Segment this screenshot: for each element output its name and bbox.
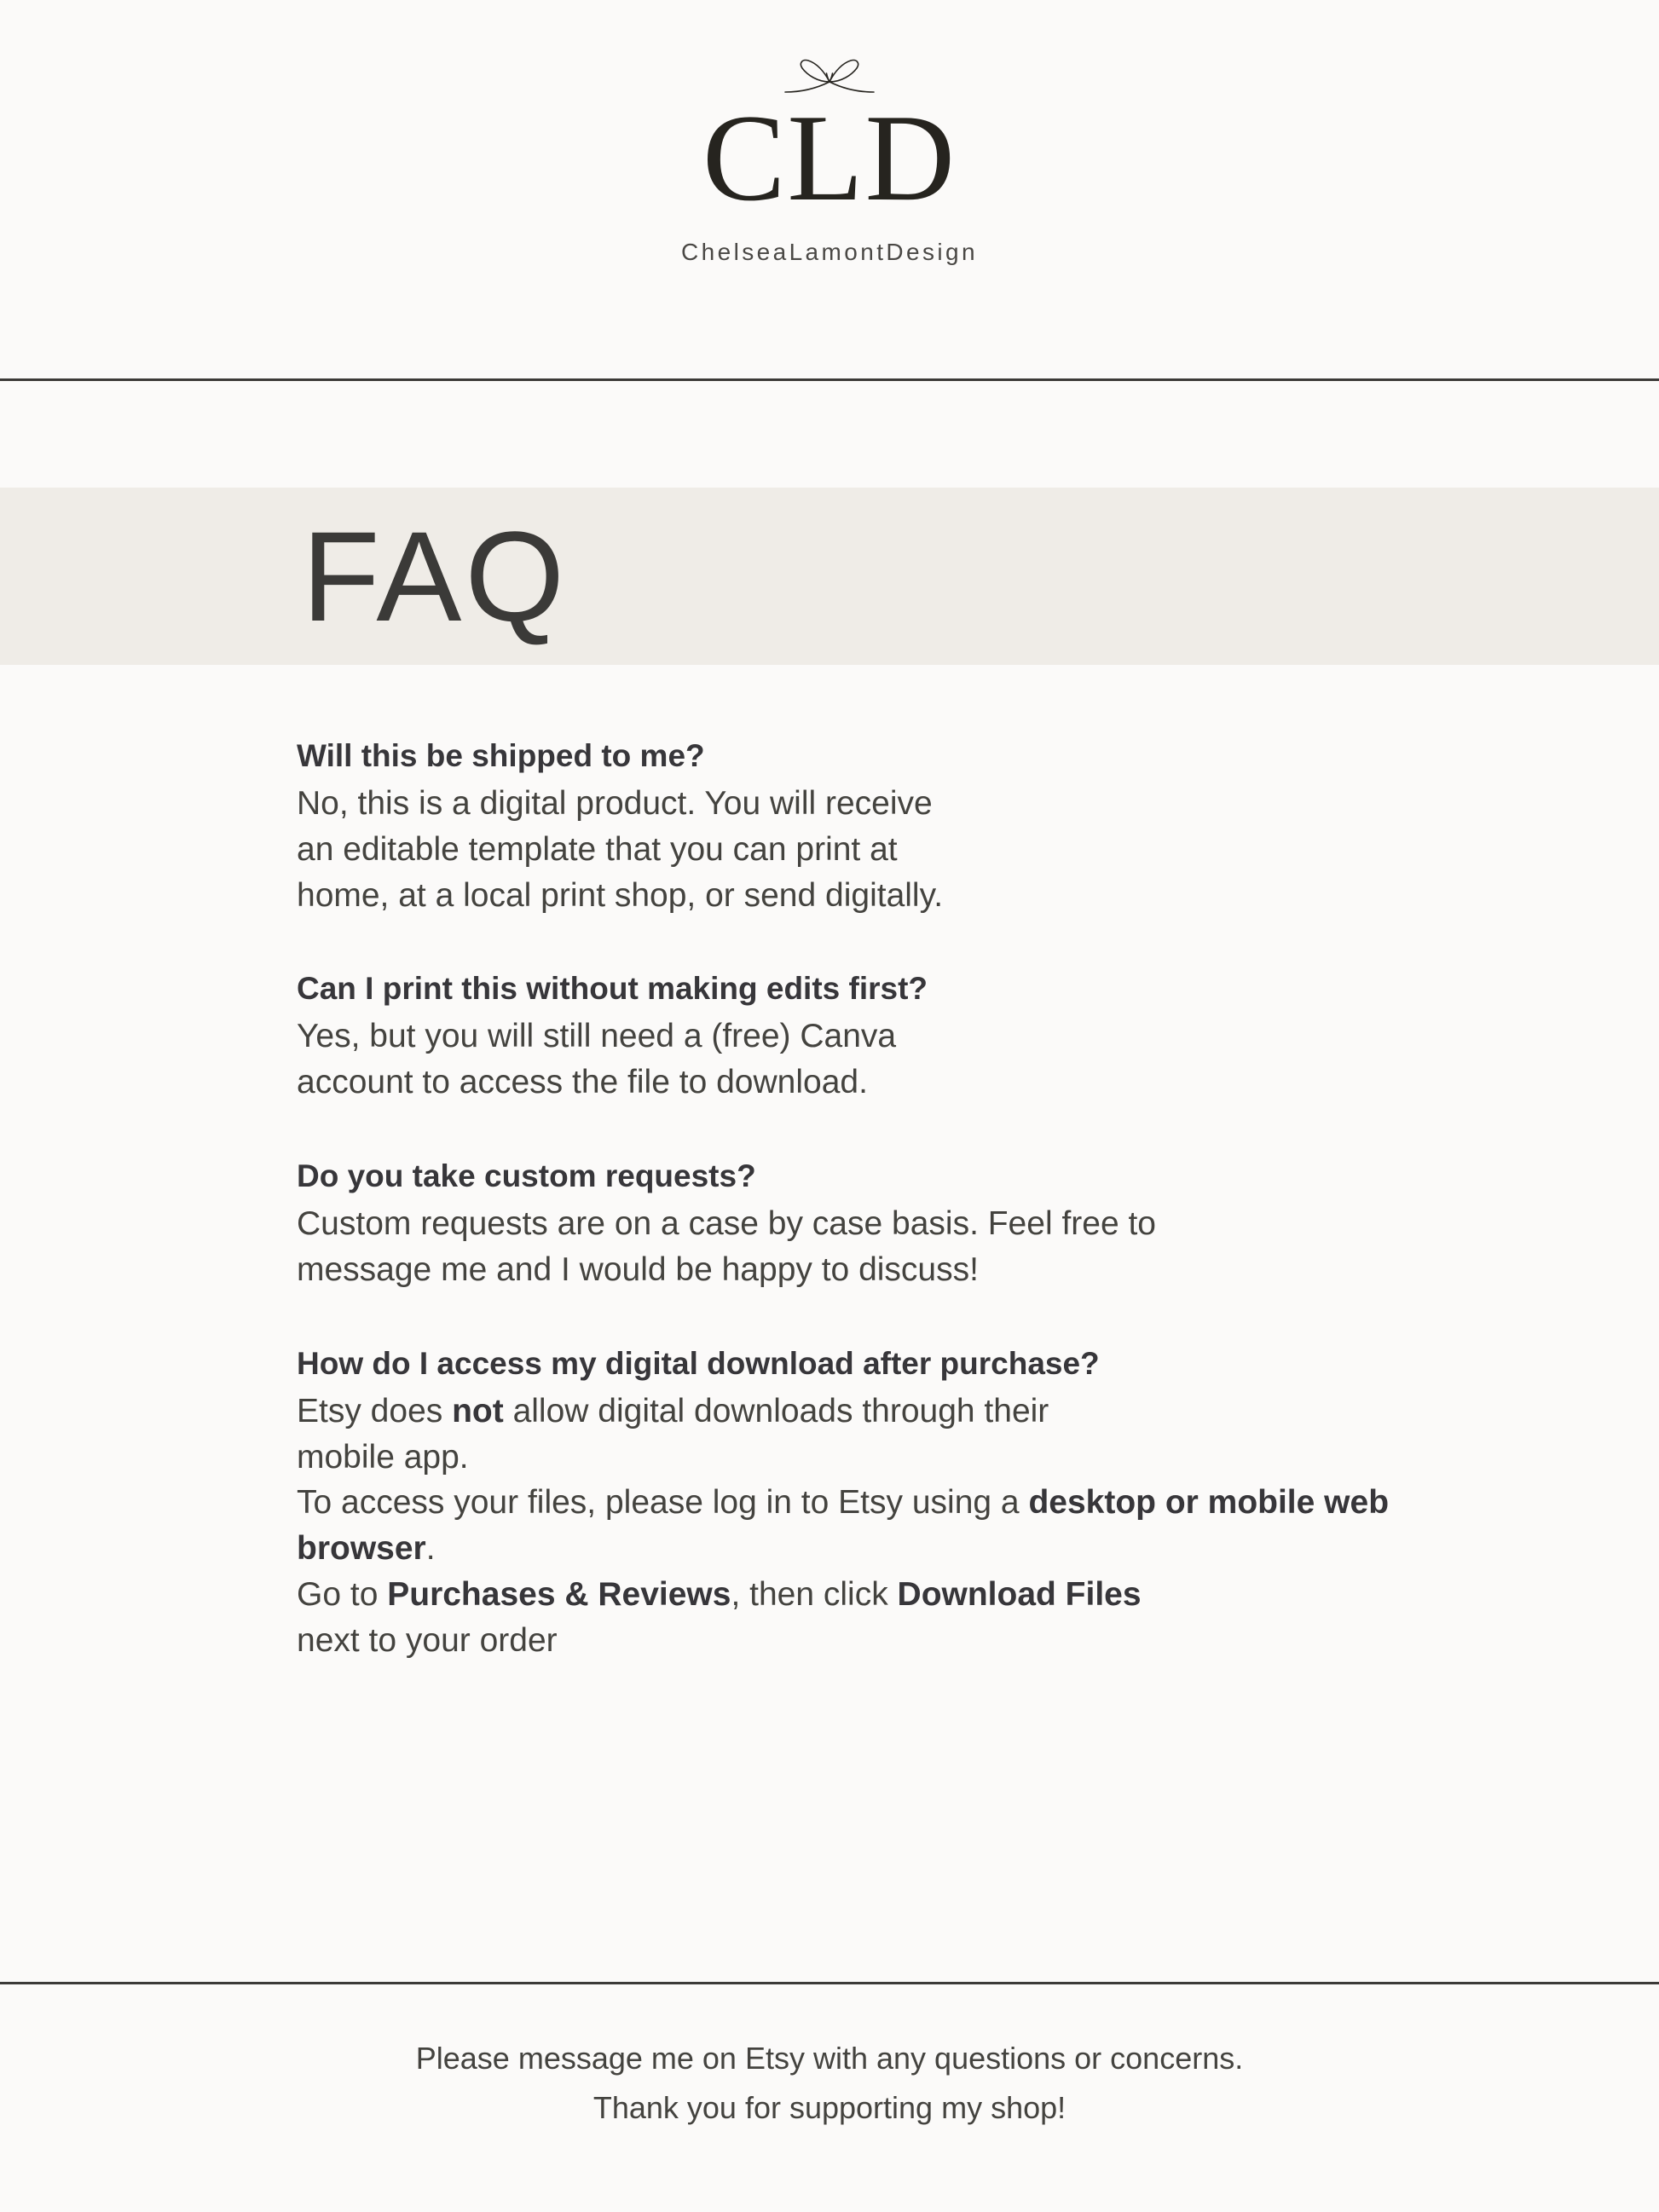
faq-answer bbox=[297, 1201, 1507, 1293]
faq-answer-line-browser bbox=[297, 1480, 1507, 1572]
faq-question: Do you take custom requests? bbox=[297, 1158, 756, 1194]
faq-answer bbox=[297, 1014, 1507, 1106]
document-header bbox=[0, 0, 1659, 381]
text-fragment: Go to bbox=[297, 1576, 388, 1613]
faq-answer-line: message me and I would be happy to discuss! bbox=[297, 1250, 979, 1288]
logo-monogram: CLD bbox=[702, 89, 957, 227]
faq-answer-line-etsy-app bbox=[297, 1389, 1507, 1435]
emphasis-purchases-reviews: Purchases & Reviews bbox=[387, 1576, 731, 1613]
footer-line-1: Please message me on Etsy with any questions or concerns. bbox=[415, 2041, 1244, 2076]
title-band bbox=[0, 488, 1659, 665]
faq-item bbox=[297, 966, 1507, 1106]
faq-item bbox=[297, 1341, 1507, 1664]
footer-line-2: Thank you for supporting my shop! bbox=[592, 2089, 1066, 2125]
faq-question: How do I access my digital download after purchase? bbox=[297, 1345, 1100, 1381]
faq-answer bbox=[297, 1389, 1507, 1664]
emphasis-browser: desktop or mobile web browser bbox=[297, 1484, 1390, 1568]
faq-question: Will this be shipped to me? bbox=[297, 738, 705, 773]
faq-item bbox=[297, 733, 1507, 918]
faq-answer-line: an editable template that you can print at bbox=[297, 830, 898, 868]
faq-answer-line-purchases bbox=[297, 1572, 1507, 1618]
faq-answer-line: home, at a local print shop, or send digitally. bbox=[297, 876, 944, 914]
logo-brand-name: ChelseaLamontDesign bbox=[681, 239, 978, 265]
emphasis-download-files: Download Files bbox=[897, 1576, 1142, 1613]
page-title: FAQ bbox=[302, 505, 569, 648]
text-fragment: Etsy does bbox=[297, 1392, 453, 1429]
emphasis-not: not bbox=[452, 1392, 504, 1429]
text-fragment: . bbox=[425, 1530, 436, 1568]
faq-question: Can I print this without making edits first? bbox=[297, 971, 928, 1007]
document-footer bbox=[0, 1982, 1659, 2212]
text-fragment: To access your files, please log in to Etsy using a bbox=[297, 1484, 1029, 1522]
faq-answer-line: No, this is a digital product. You will receive bbox=[297, 785, 933, 823]
faq-answer-line: account to access the file to download. bbox=[297, 1064, 868, 1101]
faq-answer-line: Custom requests are on a case by case basis. Feel free to bbox=[297, 1205, 1157, 1243]
faq-answer-line: next to your order bbox=[297, 1621, 558, 1659]
text-fragment: allow digital downloads through their bbox=[503, 1392, 1049, 1429]
faq-answer-line: mobile app. bbox=[297, 1438, 469, 1476]
faq-answer bbox=[297, 781, 1507, 918]
faq-item bbox=[297, 1153, 1507, 1293]
faq-answer-line: Yes, but you will still need a (free) Canva bbox=[297, 1018, 897, 1055]
text-fragment: , then click bbox=[731, 1576, 898, 1613]
faq-list bbox=[297, 733, 1507, 1664]
